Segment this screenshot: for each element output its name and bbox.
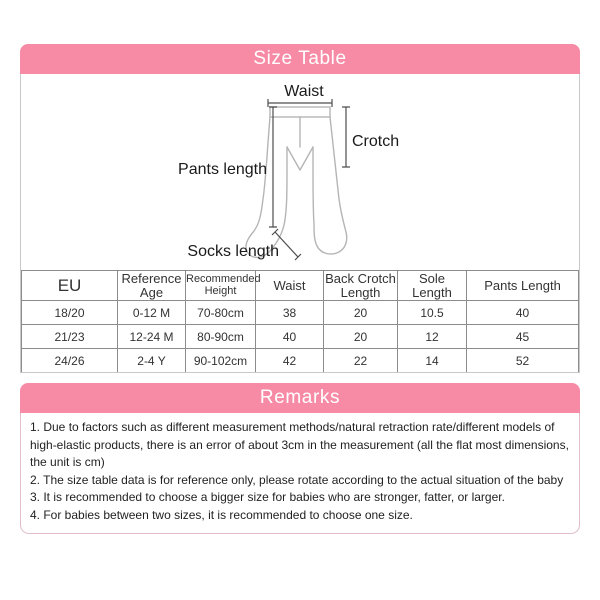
remarks-title: Remarks xyxy=(259,387,341,408)
cell-back-crotch-length: 20 xyxy=(324,301,398,325)
col-header-eu: EU xyxy=(22,271,118,301)
cell-waist: 40 xyxy=(256,325,324,349)
waist-measure-line xyxy=(268,99,332,107)
col-header-reference-age: Reference Age xyxy=(118,271,186,301)
remark-item-4: 4. For babies between two sizes, it is recommended to choose one size. xyxy=(30,507,413,522)
cell-pants-length: 45 xyxy=(467,325,579,349)
size-row-21-23 xyxy=(22,325,579,349)
remark-item-2: 2. The size table data is for reference only, please rotate according to the actual situation of the baby xyxy=(30,472,564,487)
size-table-panel-body xyxy=(20,74,580,373)
col-header-recommended-height: Recommended Height xyxy=(186,271,256,301)
tights-left-leg xyxy=(246,117,287,257)
socks-length-label: Socks length xyxy=(187,243,279,260)
cell-eu: 18/20 xyxy=(22,301,118,325)
crotch-label: Crotch xyxy=(352,133,400,150)
size-row-24-26 xyxy=(22,349,579,373)
cell-pants-length: 40 xyxy=(467,301,579,325)
remarks-panel xyxy=(20,383,580,534)
remarks-header-bar xyxy=(20,383,580,413)
cell-sole-length: 14 xyxy=(398,349,467,373)
cell-recommended-height: 70-80cm xyxy=(186,301,256,325)
pants-length-label: Pants length xyxy=(178,161,267,178)
cell-reference-age: 0-12 M xyxy=(118,301,186,325)
crotch-measure-line xyxy=(342,107,350,167)
size-table-header-row xyxy=(22,271,579,301)
tights-waistband xyxy=(270,107,330,117)
remark-item-3: 3. It is recommended to choose a bigger size for babies who are stronger, fatter, or larger. xyxy=(30,490,505,504)
tights-crotch-seam xyxy=(287,117,313,170)
col-header-back-crotch-length: Back Crotch Length xyxy=(325,270,396,300)
cell-reference-age: 12-24 M xyxy=(118,325,186,349)
cell-reference-age: 2-4 Y xyxy=(118,349,186,373)
cell-recommended-height: 90-102cm xyxy=(186,349,256,373)
cell-back-crotch-length: 22 xyxy=(324,349,398,373)
cell-waist: 38 xyxy=(256,301,324,325)
size-row-18-20 xyxy=(22,301,579,325)
cell-eu: 24/26 xyxy=(22,349,118,373)
waist-label: Waist xyxy=(284,83,324,100)
cell-recommended-height: 80-90cm xyxy=(186,325,256,349)
cell-back-crotch-length: 20 xyxy=(324,325,398,349)
col-header-pants-length: Pants Length xyxy=(467,271,579,301)
cell-pants-length: 52 xyxy=(467,349,579,373)
remark-item-1: 1. Due to factors such as different measurement methods/natural retraction rate/different models of high-elastic products, there is an error of about 3cm in the measurement (all the flat most dimensions, the unit is cm) xyxy=(30,420,569,469)
cell-sole-length: 12 xyxy=(398,325,467,349)
cell-eu: 21/23 xyxy=(22,325,118,349)
col-header-sole-length: Sole Length xyxy=(398,271,467,301)
remarks-body xyxy=(20,413,580,534)
size-table-header-bar xyxy=(20,44,580,74)
tights-right-leg xyxy=(313,117,347,254)
tights-measurement-diagram xyxy=(21,74,579,270)
size-table-title: Size Table xyxy=(253,48,347,69)
size-table-panel xyxy=(20,44,580,373)
cell-sole-length: 10.5 xyxy=(398,301,467,325)
size-table xyxy=(21,270,579,373)
cell-waist: 42 xyxy=(256,349,324,373)
col-header-waist: Waist xyxy=(256,271,324,301)
pants-length-measure-line xyxy=(269,107,277,227)
